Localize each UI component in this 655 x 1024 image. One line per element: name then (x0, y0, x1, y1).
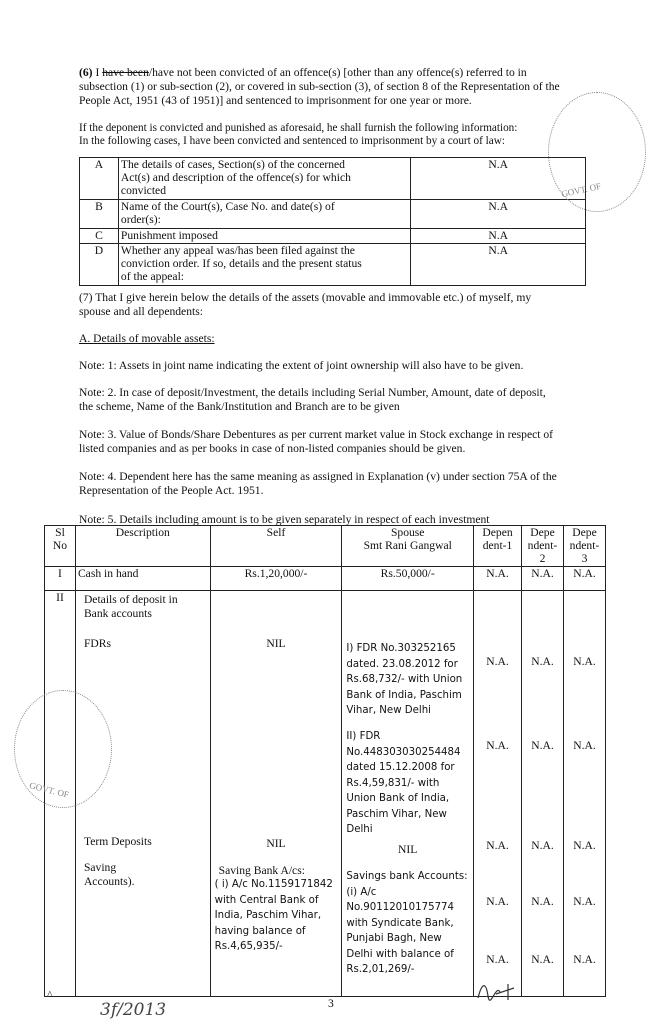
note-1: Note: 1: Assets in joint name indicating the extent of joint ownership will also have to be given. (79, 359, 524, 372)
header-sl: Sl No (45, 526, 76, 567)
handwritten-note: 3f/2013 (100, 1000, 167, 1020)
table-row-cash (45, 567, 606, 591)
header-dependent-1: Depen dent-1 (474, 526, 522, 567)
row-letter: C (80, 229, 119, 244)
fdr-2: II) FDR No.448303030254484 dated 15.12.2008 for Rs.4,59,831/- with Union Bank of India, Paschim Vihar, New Delhi (346, 731, 461, 835)
assets-table (44, 525, 606, 997)
na-saving2: N.A. (486, 953, 509, 966)
row-letter: D (80, 244, 119, 286)
para6-line1: (6) I have been/have not been convicted of an offence(s) [other than any offence(s) referred to in (79, 66, 527, 79)
table-row (80, 244, 586, 286)
cell-spouse: Rs.50,000/- (342, 567, 474, 591)
conviction-table (79, 157, 586, 286)
term-deposits-label: Term Deposits (83, 835, 152, 848)
term-self: NIL (266, 837, 286, 850)
cell-sl: II (45, 591, 76, 997)
cell-description: Cash in hand (75, 567, 210, 591)
cell-dependent-3 (563, 591, 605, 997)
cell-dependent-2: N.A. (522, 567, 564, 591)
notary-stamp-left (14, 690, 112, 808)
table-header-row (45, 526, 606, 567)
na-saving2: N.A. (573, 953, 596, 966)
table-row (80, 200, 586, 229)
intro-line2: In the following cases, I have been convicted and sentenced to imprisonment by a court of law: (79, 135, 505, 147)
cell-dependent-1: N.A. (474, 567, 522, 591)
na-saving1: N.A. (486, 895, 509, 908)
cell-sl: I (45, 567, 76, 591)
row-letter: B (80, 200, 119, 229)
note-4-line1: Note: 4. Dependent here has the same meaning as assigned in Explanation (v) under section 75A of the (79, 470, 557, 483)
cell-dependent-1 (474, 591, 522, 997)
table-row (80, 229, 586, 244)
row-description: Punishment imposed (118, 229, 410, 244)
header-spouse: Spouse Smt Rani Gangwal (342, 526, 474, 567)
na-term: N.A. (486, 839, 509, 852)
row-description: Whether any appeal was/has been filed against the conviction order. If so, details and the present status of the appeal: (118, 244, 410, 286)
term-spouse: NIL (398, 843, 418, 856)
row-value: N.A (411, 229, 586, 244)
note-2-line2: the scheme, Name of the Bank/Institution and Branch are to be given (79, 400, 400, 413)
corner-mark-icon: ˄ (47, 989, 53, 1000)
stamp-text: GOVT. OF (28, 780, 70, 800)
na-term: N.A. (573, 839, 596, 852)
deposit-description: Details of deposit in Bank accounts (83, 593, 178, 620)
intro-line1: If the deponent is convicted and punished as aforesaid, he shall furnish the following information: (79, 122, 518, 134)
na-fdr2: N.A. (531, 739, 554, 752)
cell-description (75, 591, 210, 997)
note-3-line2: listed companies and as per books in case of non-listed companies should be given. (79, 442, 466, 455)
na-term: N.A. (531, 839, 554, 852)
na-fdr1: N.A. (573, 655, 596, 668)
row-description: The details of cases, Section(s) of the concerned Act(s) and description of the offence(s) for which convicted (118, 158, 410, 200)
na-fdr2: N.A. (486, 739, 509, 752)
fdr-self: NIL (266, 637, 286, 650)
stamp-text: GOVT. OF (560, 180, 602, 200)
header-dependent-2: Depe ndent- 2 (522, 526, 564, 567)
fdr-1: I) FDR No.303252165 dated. 23.08.2012 for Rs.68,732/- with Union Bank of India, Paschim Vihar, New Delhi (346, 643, 463, 716)
note-2-line1: Note: 2. In case of deposit/Investment, the details including Serial Number, Amount, date of deposit, (79, 386, 546, 399)
para6-line3: People Act, 1951 (43 of 1951)] and sentenced to imprisonment for one year or more. (79, 94, 472, 107)
cell-spouse (342, 591, 474, 997)
struck-text: have been (102, 66, 149, 79)
header-dependent-3: Depe ndent- 3 (563, 526, 605, 567)
note-5: Note: 5. Details including amount is to be given separately in respect of each investment (79, 513, 490, 526)
cell-self (210, 591, 342, 997)
row-value: N.A (411, 244, 586, 286)
header-description: Description (75, 526, 210, 567)
cell-dependent-3: N.A. (563, 567, 605, 591)
cell-dependent-2 (522, 591, 564, 997)
cell-self: Rs.1,20,000/- (210, 567, 342, 591)
na-fdr1: N.A. (531, 655, 554, 668)
signature-scribble-icon (474, 978, 518, 1004)
para6-line2: subsection (1) or sub-section (2), or covered in sub-section (3), of section 8 of the Representation of the (79, 80, 560, 93)
row-value: N.A (411, 158, 586, 200)
section-a-heading: A. Details of movable assets: (79, 332, 215, 345)
na-saving1: N.A. (573, 895, 596, 908)
notary-stamp-top (548, 92, 646, 212)
na-fdr2: N.A. (573, 739, 596, 752)
saving-spouse: Savings bank Accounts: (i) A/c No.90112010175774 with Syndicate Bank, Punjabi Bagh, New Delhi with balance of Rs.2,01,269/- (346, 871, 468, 975)
row-description: Name of the Court(s), Case No. and date(s) of order(s): (118, 200, 410, 229)
note-3-line1: Note: 3. Value of Bonds/Share Debentures as per current market value in Stock exchange in respect of (79, 428, 554, 441)
para7-line1: (7) That I give herein below the details of the assets (movable and immovable etc.) of myself, my (79, 291, 532, 304)
header-self: Self (210, 526, 342, 567)
row-value: N.A (411, 200, 586, 229)
na-fdr1: N.A. (486, 655, 509, 668)
na-saving1: N.A. (531, 895, 554, 908)
note-4-line2: Representation of the People Act. 1951. (79, 484, 264, 497)
page-number: 3 (328, 997, 334, 1010)
fdr-label: FDRs (83, 637, 112, 650)
para7-line2: spouse and all dependents: (79, 305, 203, 318)
table-row-deposits (45, 591, 606, 997)
na-saving2: N.A. (531, 953, 554, 966)
saving-self: Saving Bank A/cs: ( i) A/c No.1159171842 with Central Bank of India, Paschim Vihar, having balance of Rs.4,65,935/- (214, 864, 333, 952)
table-row (80, 158, 586, 200)
saving-accounts-label: Saving Accounts). (83, 861, 135, 888)
row-letter: A (80, 158, 119, 200)
